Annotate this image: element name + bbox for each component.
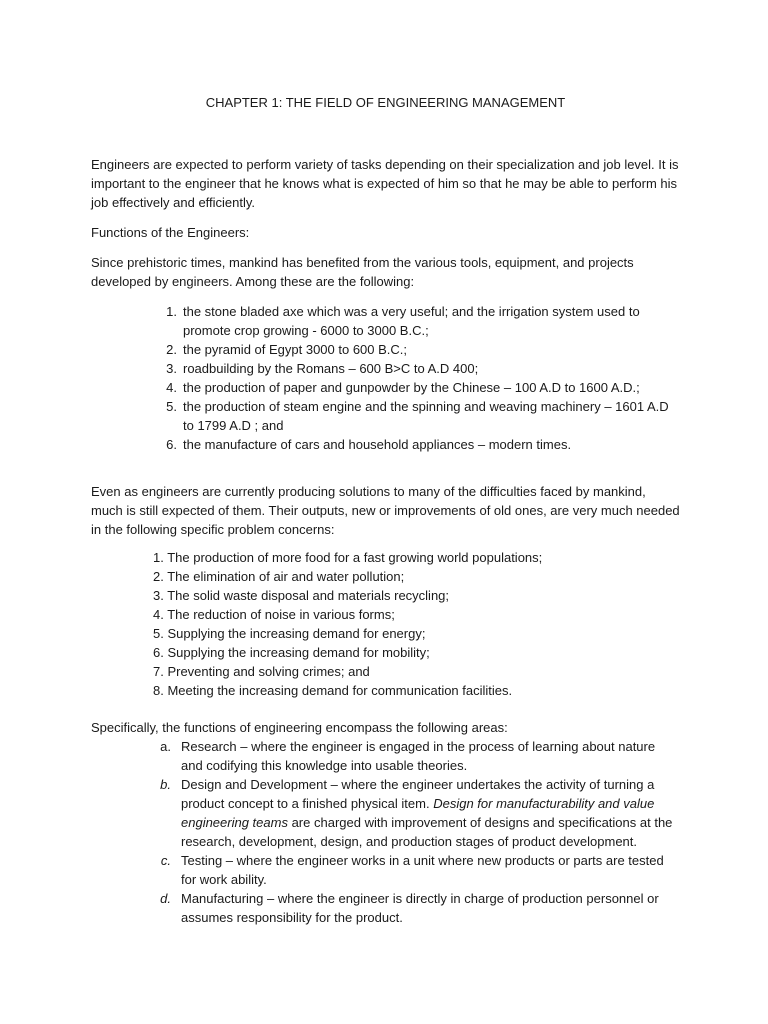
list-item: d. Manufacturing – where the engineer is directly in charge of production personnel or assumes responsibility for the product.: [160, 891, 659, 925]
list-item: 6. the manufacture of cars and household appliances – modern times.: [166, 437, 572, 452]
list-item: 5. Supplying the increasing demand for energy;: [153, 626, 426, 641]
list-item: 6. Supplying the increasing demand for mobility;: [153, 645, 430, 660]
list-item: 2. the pyramid of Egypt 3000 to 600 B.C.;: [166, 342, 408, 357]
list-item: 7. Preventing and solving crimes; and: [153, 664, 370, 679]
prehistoric-paragraph: Since prehistoric times, mankind has benefited from the various tools, equipment, and projects developed by engineers. Among these are the following:: [91, 255, 634, 289]
list-item: 5. the production of steam engine and the spinning and weaving machinery – 1601 A.D to 1799 A.D ; and: [166, 399, 669, 433]
list-item: 1. The production of more food for a fast growing world populations;: [153, 550, 543, 565]
list-item: 8. Meeting the increasing demand for communication facilities.: [153, 683, 513, 698]
list-item: 1. the stone bladed axe which was a very useful; and the irrigation system used to promote crop growing - 6000 to 3000 B.C.;: [166, 304, 640, 338]
list-item: 4. The reduction of noise in various forms;: [153, 607, 395, 622]
chapter-title: CHAPTER 1: THE FIELD OF ENGINEERING MANAGEMENT: [205, 95, 566, 110]
specifically-paragraph: Specifically, the functions of engineering encompass the following areas:: [91, 720, 508, 735]
list-item: 2. The elimination of air and water pollution;: [153, 569, 405, 584]
concerns-list: [91, 548, 680, 700]
intro-paragraph: Engineers are expected to perform variety of tasks depending on their specialization and job level. It is important to the engineer that he knows what is expected of him so that he may be able to perform his job effectively and efficiently.: [91, 157, 679, 210]
list-item: 4. the production of paper and gunpowder by the Chinese – 100 A.D to 1600 A.D.;: [166, 380, 640, 395]
history-list: [91, 302, 680, 454]
areas-list: [91, 737, 680, 927]
list-item: 3. roadbuilding by the Romans – 600 B>C to A.D 400;: [166, 361, 479, 376]
list-item: c. Testing – where the engineer works in a unit where new products or parts are tested for work ability.: [160, 853, 664, 887]
list-item: a. Research – where the engineer is engaged in the process of learning about nature and codifying this knowledge into usable theories.: [160, 739, 656, 773]
list-item: 3. The solid waste disposal and materials recycling;: [153, 588, 450, 603]
list-item: b. Design and Development – where the engineer undertakes the activity of turning a product concept to a finished physical item. Design for manufacturability and value engineering teams are charged with improvement of designs and specifications at the research, development, design, and production stages of product development.: [160, 777, 673, 849]
functions-heading: Functions of the Engineers:: [91, 225, 250, 240]
even-as-paragraph: Even as engineers are currently producing solutions to many of the difficulties faced by mankind, much is still expected of them. Their outputs, new or improvements of old ones, are very much needed in the following specific problem concerns:: [91, 484, 680, 537]
